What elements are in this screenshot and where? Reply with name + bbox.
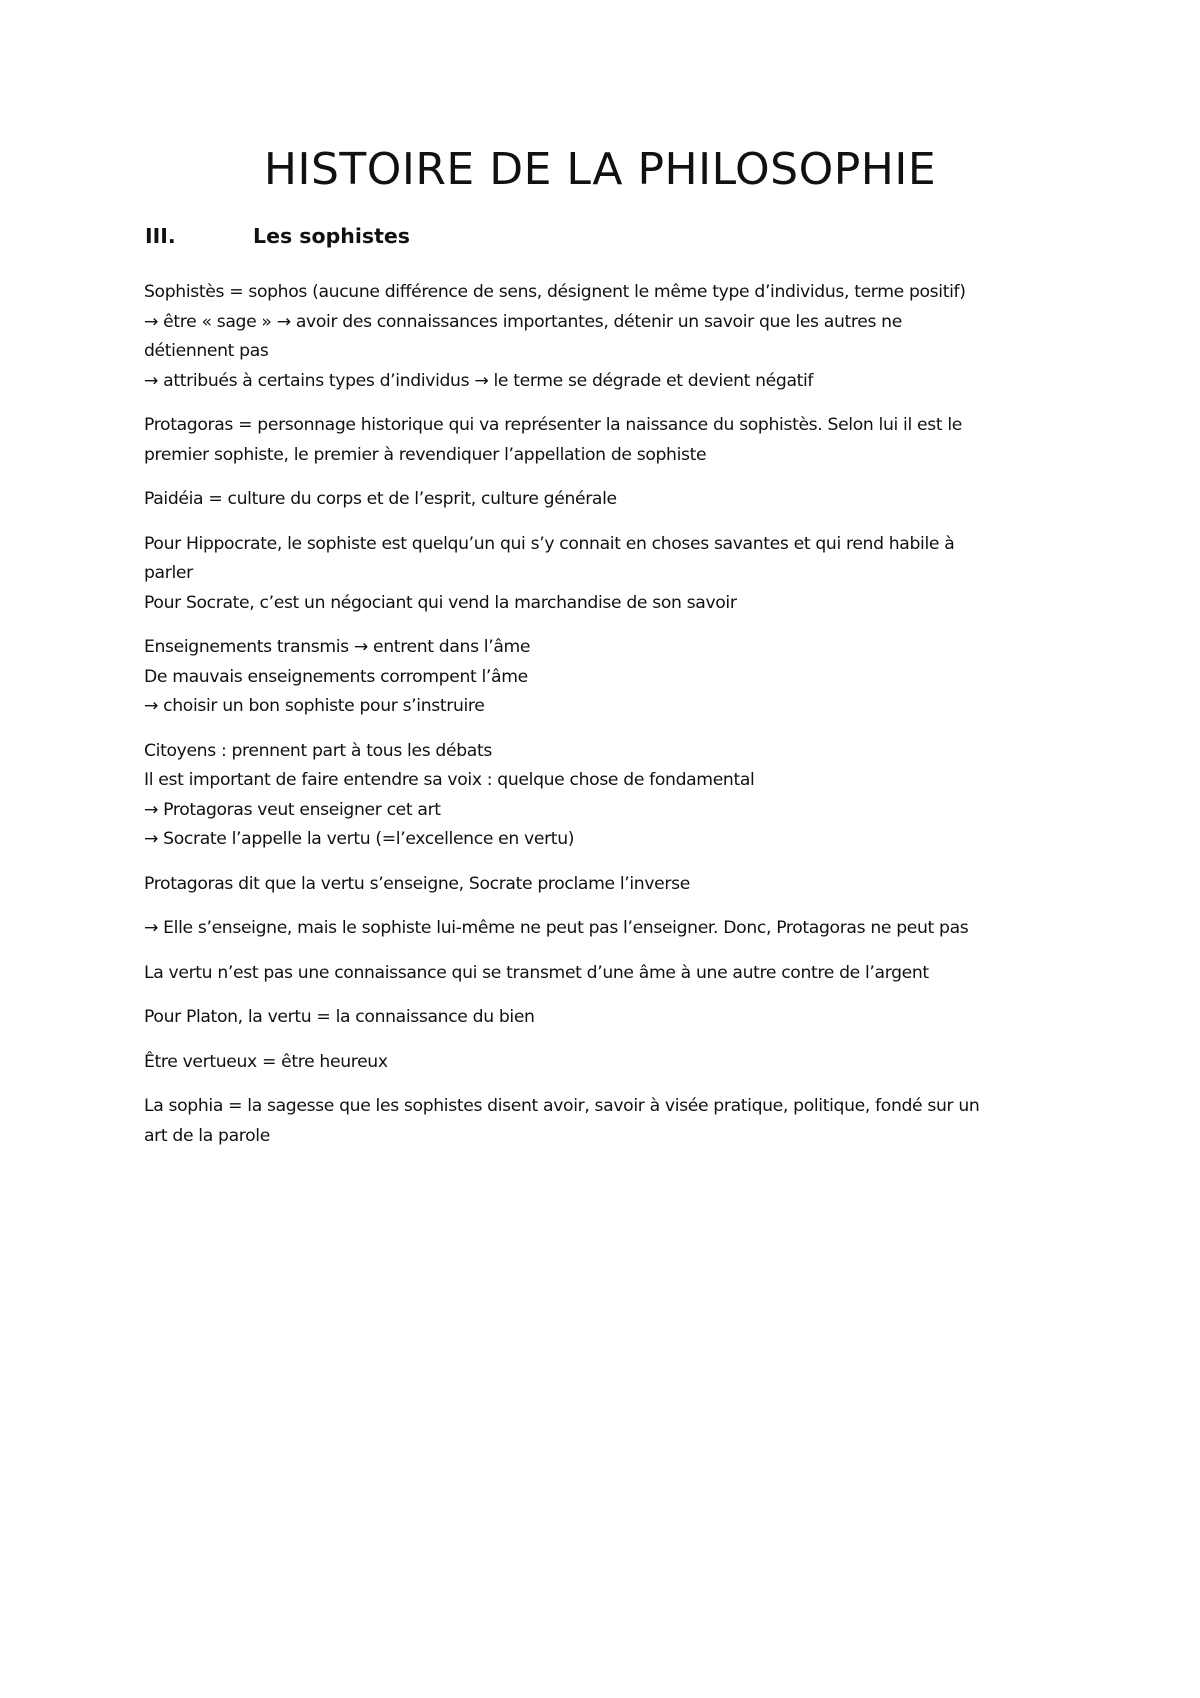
text-line: premier sophiste, le premier à revendiquer l’appellation de sophiste xyxy=(144,444,707,465)
text-line: art de la parole xyxy=(144,1125,270,1146)
text-line: → être « sage » → avoir des connaissances importantes, détenir un savoir que les autres ne xyxy=(144,311,902,332)
text-line: De mauvais enseignements corrompent l’âme xyxy=(144,666,528,687)
text-line: Pour Platon, la vertu = la connaissance du bien xyxy=(144,1007,535,1027)
text-line: La sophia = la sagesse que les sophistes disent avoir, savoir à visée pratique, politique, fondé sur un xyxy=(144,1096,980,1116)
text-line: → choisir un bon sophiste pour s’instruire xyxy=(144,696,485,716)
text-line: Sophistès = sophos (aucune différence de sens, désignent le même type d’individus, terme positif) xyxy=(144,282,966,302)
paragraph xyxy=(144,870,1044,900)
text-line: Enseignements transmis → entrent dans l’âme xyxy=(144,637,531,657)
page-title: HISTOIRE DE LA PHILOSOPHIE xyxy=(263,144,937,195)
text-line: → Elle s’enseigne, mais le sophiste lui-même ne peut pas l’enseigner. Donc, Protagoras ne peut pas xyxy=(144,918,969,938)
paragraph xyxy=(144,530,1044,619)
text-line: parler xyxy=(144,563,193,583)
text-line: → Socrate l’appelle la vertu (=l’excellence en vertu) xyxy=(144,829,575,849)
text-line: Il est important de faire entendre sa voix : quelque chose de fondamental xyxy=(144,770,755,790)
paragraph xyxy=(144,485,1044,515)
section-heading xyxy=(145,222,410,250)
text-line: Être vertueux = être heureux xyxy=(144,1051,388,1072)
section-title: Les sophistes xyxy=(253,224,410,248)
paragraph xyxy=(144,633,1044,722)
paragraph xyxy=(144,737,1044,855)
paragraph xyxy=(144,959,1044,989)
text-line: détiennent pas xyxy=(144,341,269,361)
section-number: III. xyxy=(145,224,176,248)
text-line: Protagoras = personnage historique qui va représenter la naissance du sophistès. Selon lui il est le xyxy=(144,415,962,435)
text-line: Citoyens : prennent part à tous les débats xyxy=(144,740,492,761)
text-line: Pour Hippocrate, le sophiste est quelqu’un qui s’y connait en choses savantes et qui rend habile à xyxy=(144,533,955,554)
text-line: → attribués à certains types d’individus → le terme se dégrade et devient négatif xyxy=(144,370,814,391)
text-line: → Protagoras veut enseigner cet art xyxy=(144,799,441,820)
text-line: Paidéia = culture du corps et de l’esprit, culture générale xyxy=(144,489,617,509)
text-line: Pour Socrate, c’est un négociant qui vend la marchandise de son savoir xyxy=(144,592,737,613)
paragraph xyxy=(144,1048,1044,1078)
text-line: Protagoras dit que la vertu s’enseigne, Socrate proclame l’inverse xyxy=(144,873,690,894)
text-line: La vertu n’est pas une connaissance qui se transmet d’une âme à une autre contre de l’argent xyxy=(144,962,929,983)
paragraph xyxy=(144,278,1044,396)
paragraph xyxy=(144,914,1044,944)
paragraph xyxy=(144,411,1044,470)
paragraph xyxy=(144,1092,1044,1151)
paragraph xyxy=(144,1003,1044,1033)
document-body xyxy=(144,278,1044,1166)
